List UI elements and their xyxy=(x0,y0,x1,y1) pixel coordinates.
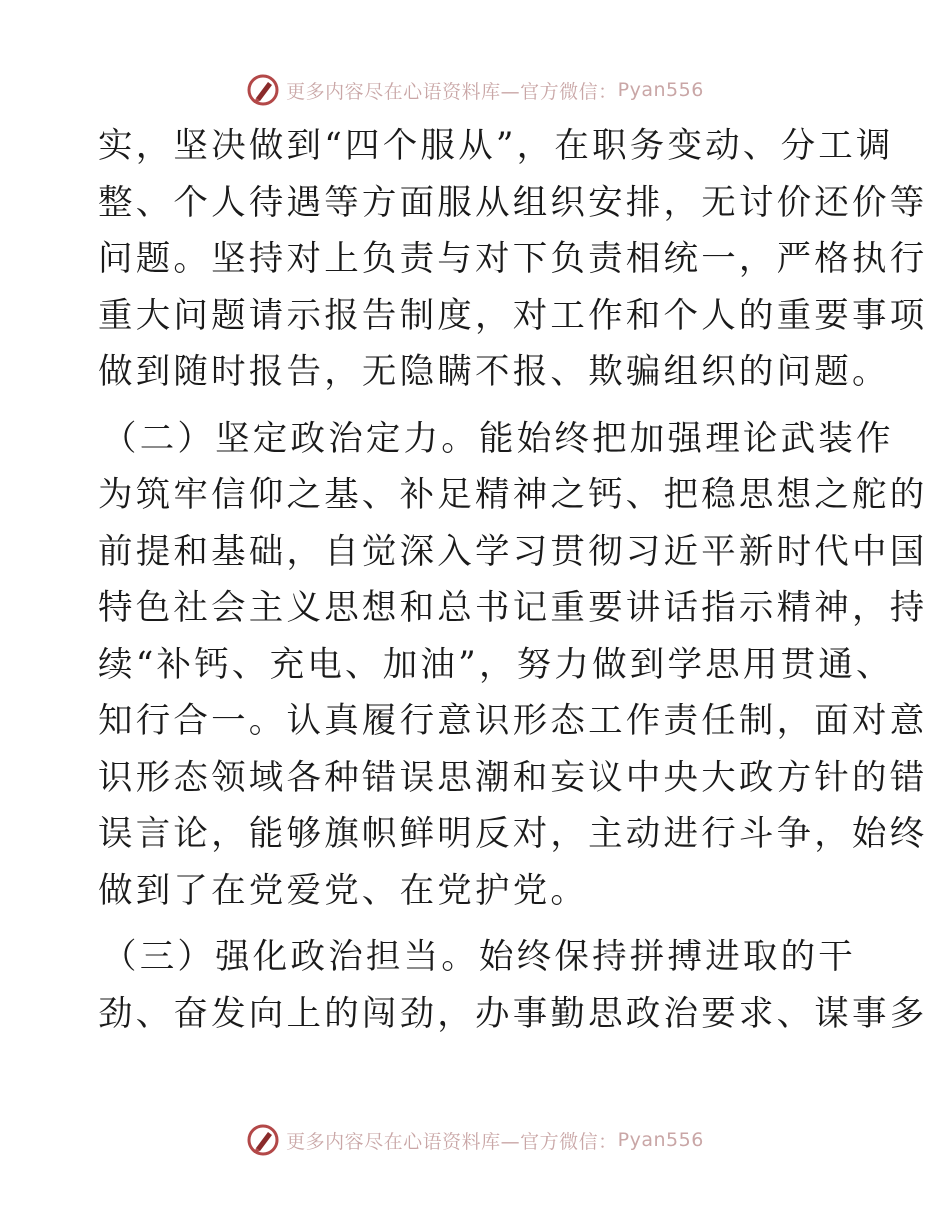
paragraph-3 xyxy=(98,929,928,1042)
watermark-brand-text: 更多内容尽在心语资料库—官方微信： xyxy=(286,1130,618,1153)
text-line: 特色社会主义思想和总书记重要讲话指示精神，持 xyxy=(98,588,928,628)
text-line: 整、个人待遇等方面服从组织安排，无讨价还价等 xyxy=(98,182,928,223)
footer-watermark xyxy=(0,1120,950,1160)
text-line: 识形态领域各种错误思潮和妄议中央大政方针的错 xyxy=(98,757,928,798)
text-line: 做到随时报告，无隐瞒不报、欺骗组织的问题。 xyxy=(98,352,890,392)
text-line: 实，坚决做到“四个服从”，在职务变动、分工调 xyxy=(98,126,894,166)
text-line: 前提和基础，自觉深入学习贯彻习近平新时代中国 xyxy=(98,531,928,572)
text-line: 问题。坚持对上负责与对下负责相统一，严格执行 xyxy=(98,239,928,279)
header-watermark xyxy=(0,70,950,110)
text-line: 续“补钙、充电、加油”，努力做到学思用贯通、 xyxy=(98,644,894,685)
section-heading-line: （三）强化政治担当。始终保持拼搏进取的干 xyxy=(102,937,856,977)
paragraph-1 xyxy=(98,118,928,401)
section-heading-line: （二）坚定政治定力。能始终把加强理论武装作 xyxy=(102,418,894,459)
paragraph-2 xyxy=(98,411,928,920)
document-body xyxy=(98,118,928,1042)
text-line: 重大问题请示报告制度，对工作和个人的重要事项 xyxy=(98,295,928,336)
text-line: 知行合一。认真履行意识形态工作责任制，面对意 xyxy=(98,701,928,741)
watermark-wechat-id: Pyan556 xyxy=(617,79,704,101)
watermark-wechat-id: Pyan556 xyxy=(617,1129,704,1151)
text-line: 做到了在党爱党、在党护党。 xyxy=(98,870,589,911)
watermark-brand-text: 更多内容尽在心语资料库—官方微信： xyxy=(286,80,618,103)
text-line: 劲、奋发向上的闯劲，办事勤思政治要求、谋事多 xyxy=(98,993,928,1034)
text-line: 误言论，能够旗帜鲜明反对，主动进行斗争，始终 xyxy=(98,814,928,854)
text-line: 为筑牢信仰之基、补足精神之钙、把稳思想之舵的 xyxy=(98,475,928,515)
pen-logo-icon xyxy=(246,73,280,107)
pen-logo-icon xyxy=(246,1123,280,1157)
